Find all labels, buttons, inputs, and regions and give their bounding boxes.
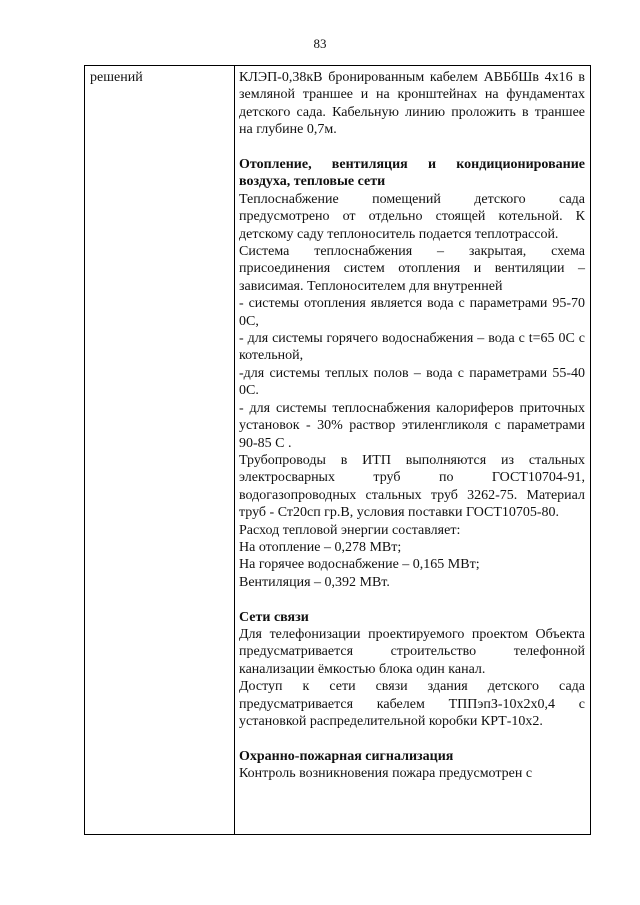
document-table (84, 65, 591, 835)
heating-paragraph-8: Расход тепловой энергии составляет: (239, 522, 461, 538)
fire-heading: Охранно-пожарная сигнализация (239, 748, 454, 764)
spacer (239, 139, 585, 156)
comms-paragraph-2: Доступ к сети связи здания детского сада предусматривается кабелем ТППэпЗ-10х2х0,4 с установкой распределительной коробки КРТ-10х2. (239, 679, 585, 729)
spacer (239, 591, 585, 608)
heating-paragraph-5: -для системы теплых полов – вода с параметрами 55-40 0С. (239, 365, 585, 399)
page-number: 83 (313, 36, 327, 51)
heating-paragraph-1: Теплоснабжение помещений детского сада предусмотрено от отдельно стоящей котельной. К детскому саду теплоноситель подается теплотрассой. (239, 191, 585, 242)
heating-heading: Отопление, вентиляция и кондиционирование воздуха, тепловые сети (239, 157, 585, 190)
comms-paragraph-1: Для телефонизации проектируемого проектом Объекта предусматривается строительство телефонной канализации ёмкостью блока один канал. (239, 626, 585, 677)
spacer (239, 730, 585, 747)
heating-paragraph-11: Вентиляция – 0,392 МВт. (239, 574, 390, 590)
heating-paragraph-2: Система теплоснабжения – закрытая, схема присоединения систем отопления и вентиляции – зависимая. Теплоносителем для внутренней (239, 244, 585, 294)
heating-paragraph-9: На отопление – 0,278 МВт; (239, 539, 402, 555)
right-cell (235, 66, 591, 835)
heating-paragraph-10: На горячее водоснабжение – 0,165 МВт; (239, 557, 480, 573)
fire-paragraph-1: Контроль возникновения пожара предусмотрен с (239, 766, 533, 782)
heating-paragraph-7: Трубопроводы в ИТП выполняются из стальных электросварных труб по ГОСТ10704-91, водогазопроводных стальных труб 3262-75. Материал труб - Ст20сп гр.В, условия поставки ГОСТ10705-80. (239, 452, 585, 521)
comms-heading: Сети связи (239, 609, 309, 625)
table-row (85, 66, 591, 835)
left-cell-text: решений (90, 70, 143, 85)
heating-paragraph-4: - для системы горячего водоснабжения – вода с t=65 0С с котельной, (239, 331, 585, 364)
heating-paragraph-6: - для системы теплоснабжения калориферов приточных установок - 30% раствор этиленгликоля с параметрами 90-85 С . (239, 400, 585, 451)
left-cell (85, 66, 235, 835)
heating-paragraph-3: - системы отопления является вода с параметрами 95-70 0С, (239, 296, 585, 329)
intro-paragraph: КЛЭП-0,38кВ бронированным кабелем АВБбШв 4х16 в земляной траншее и на кронштейнах на фундаментах детского сада. Кабельную линию проложить в траншее на глубине 0,7м. (239, 70, 585, 138)
